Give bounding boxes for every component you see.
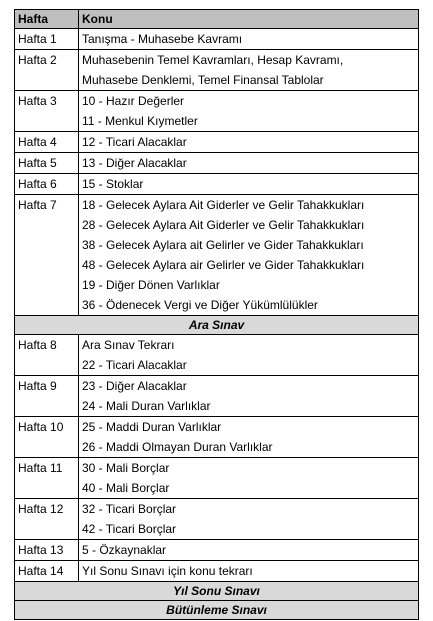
topic-line: 36 - Ödenecek Vergi ve Diğer Yükümlülükler xyxy=(82,298,318,312)
topic-cell xyxy=(79,29,419,50)
table-row xyxy=(15,50,419,91)
topic-line: 23 - Diğer Alacaklar xyxy=(82,379,187,393)
topic-line: Muhasebenin Temel Kavramları, Hesap Kavramı, xyxy=(82,53,344,67)
syllabus-table xyxy=(14,9,419,620)
week-cell: Hafta 2 xyxy=(15,50,79,91)
topic-cell xyxy=(79,50,419,91)
topic-line: 12 - Ticari Alacaklar xyxy=(82,135,187,149)
table-row xyxy=(15,458,419,499)
table-row xyxy=(15,417,419,458)
exam-band-row xyxy=(15,601,419,620)
topic-line: 25 - Maddi Duran Varlıklar xyxy=(82,420,222,434)
topic-cell xyxy=(79,540,419,561)
topic-line: 5 - Özkaynaklar xyxy=(82,543,167,557)
table-row xyxy=(15,29,419,50)
topic-line: 38 - Gelecek Aylara ait Gelirler ve Gider Tahakkukları xyxy=(82,238,364,252)
week-cell: Hafta 6 xyxy=(15,174,79,195)
topic-line: 11 - Menkul Kıymetler xyxy=(82,114,198,128)
topic-line: 19 - Diğer Dönen Varlıklar xyxy=(82,278,220,292)
table-header-row xyxy=(15,10,419,29)
topic-line: 48 - Gelecek Aylara air Gelirler ve Gider Tahakkukları xyxy=(82,258,365,272)
exam-band-label: Bütünleme Sınavı xyxy=(15,601,419,620)
week-cell: Hafta 5 xyxy=(15,153,79,174)
topic-line: Muhasebe Denklemi, Temel Finansal Tablolar xyxy=(82,73,324,87)
exam-band-row xyxy=(15,316,419,335)
table-row xyxy=(15,132,419,153)
week-cell: Hafta 10 xyxy=(15,417,79,458)
topic-line: 32 - Ticari Borçlar xyxy=(82,502,177,516)
topic-line: 42 - Ticari Borçlar xyxy=(82,522,177,536)
topic-cell xyxy=(79,132,419,153)
table-row xyxy=(15,540,419,561)
topic-line: 30 - Mali Borçlar xyxy=(82,461,170,475)
exam-band-row xyxy=(15,582,419,601)
week-cell: Hafta 7 xyxy=(15,195,79,316)
column-header-week: Hafta xyxy=(15,10,79,29)
topic-line: Ara Sınav Tekrarı xyxy=(82,338,175,352)
topic-line: Yıl Sonu Sınavı için konu tekrarı xyxy=(82,564,253,578)
week-cell: Hafta 1 xyxy=(15,29,79,50)
topic-cell xyxy=(79,376,419,417)
topic-line: Tanışma - Muhasebe Kavramı xyxy=(82,32,243,46)
week-cell: Hafta 9 xyxy=(15,376,79,417)
topic-cell xyxy=(79,499,419,540)
topic-line: 15 - Stoklar xyxy=(82,177,144,191)
week-cell: Hafta 8 xyxy=(15,335,79,376)
week-cell: Hafta 14 xyxy=(15,561,79,582)
table-row xyxy=(15,499,419,540)
table-row xyxy=(15,174,419,195)
table-row xyxy=(15,561,419,582)
table-row xyxy=(15,376,419,417)
topic-cell xyxy=(79,335,419,376)
table-row xyxy=(15,195,419,316)
table-row xyxy=(15,91,419,132)
topic-cell xyxy=(79,561,419,582)
table-row xyxy=(15,335,419,376)
table-body xyxy=(15,29,419,620)
topic-cell xyxy=(79,417,419,458)
week-cell: Hafta 13 xyxy=(15,540,79,561)
week-cell: Hafta 4 xyxy=(15,132,79,153)
topic-line: 40 - Mali Borçlar xyxy=(82,481,170,495)
week-cell: Hafta 12 xyxy=(15,499,79,540)
topic-cell xyxy=(79,195,419,316)
topic-line: 10 - Hazır Değerler xyxy=(82,94,185,108)
topic-line: 13 - Diğer Alacaklar xyxy=(82,156,187,170)
topic-line: 18 - Gelecek Aylara Ait Giderler ve Gelir Tahakkukları xyxy=(82,198,365,212)
topic-cell xyxy=(79,174,419,195)
topic-cell xyxy=(79,458,419,499)
topic-cell xyxy=(79,91,419,132)
exam-band-label: Yıl Sonu Sınavı xyxy=(15,582,419,601)
topic-line: 26 - Maddi Olmayan Duran Varlıklar xyxy=(82,440,273,454)
week-cell: Hafta 11 xyxy=(15,458,79,499)
column-header-topic: Konu xyxy=(79,10,419,29)
exam-band-label: Ara Sınav xyxy=(15,316,419,335)
topic-line: 24 - Mali Duran Varlıklar xyxy=(82,399,211,413)
topic-cell xyxy=(79,153,419,174)
table-row xyxy=(15,153,419,174)
topic-line: 28 - Gelecek Aylara Ait Giderler ve Gelir Tahakkukları xyxy=(82,218,365,232)
week-cell: Hafta 3 xyxy=(15,91,79,132)
topic-line: 22 - Ticari Alacaklar xyxy=(82,358,187,372)
